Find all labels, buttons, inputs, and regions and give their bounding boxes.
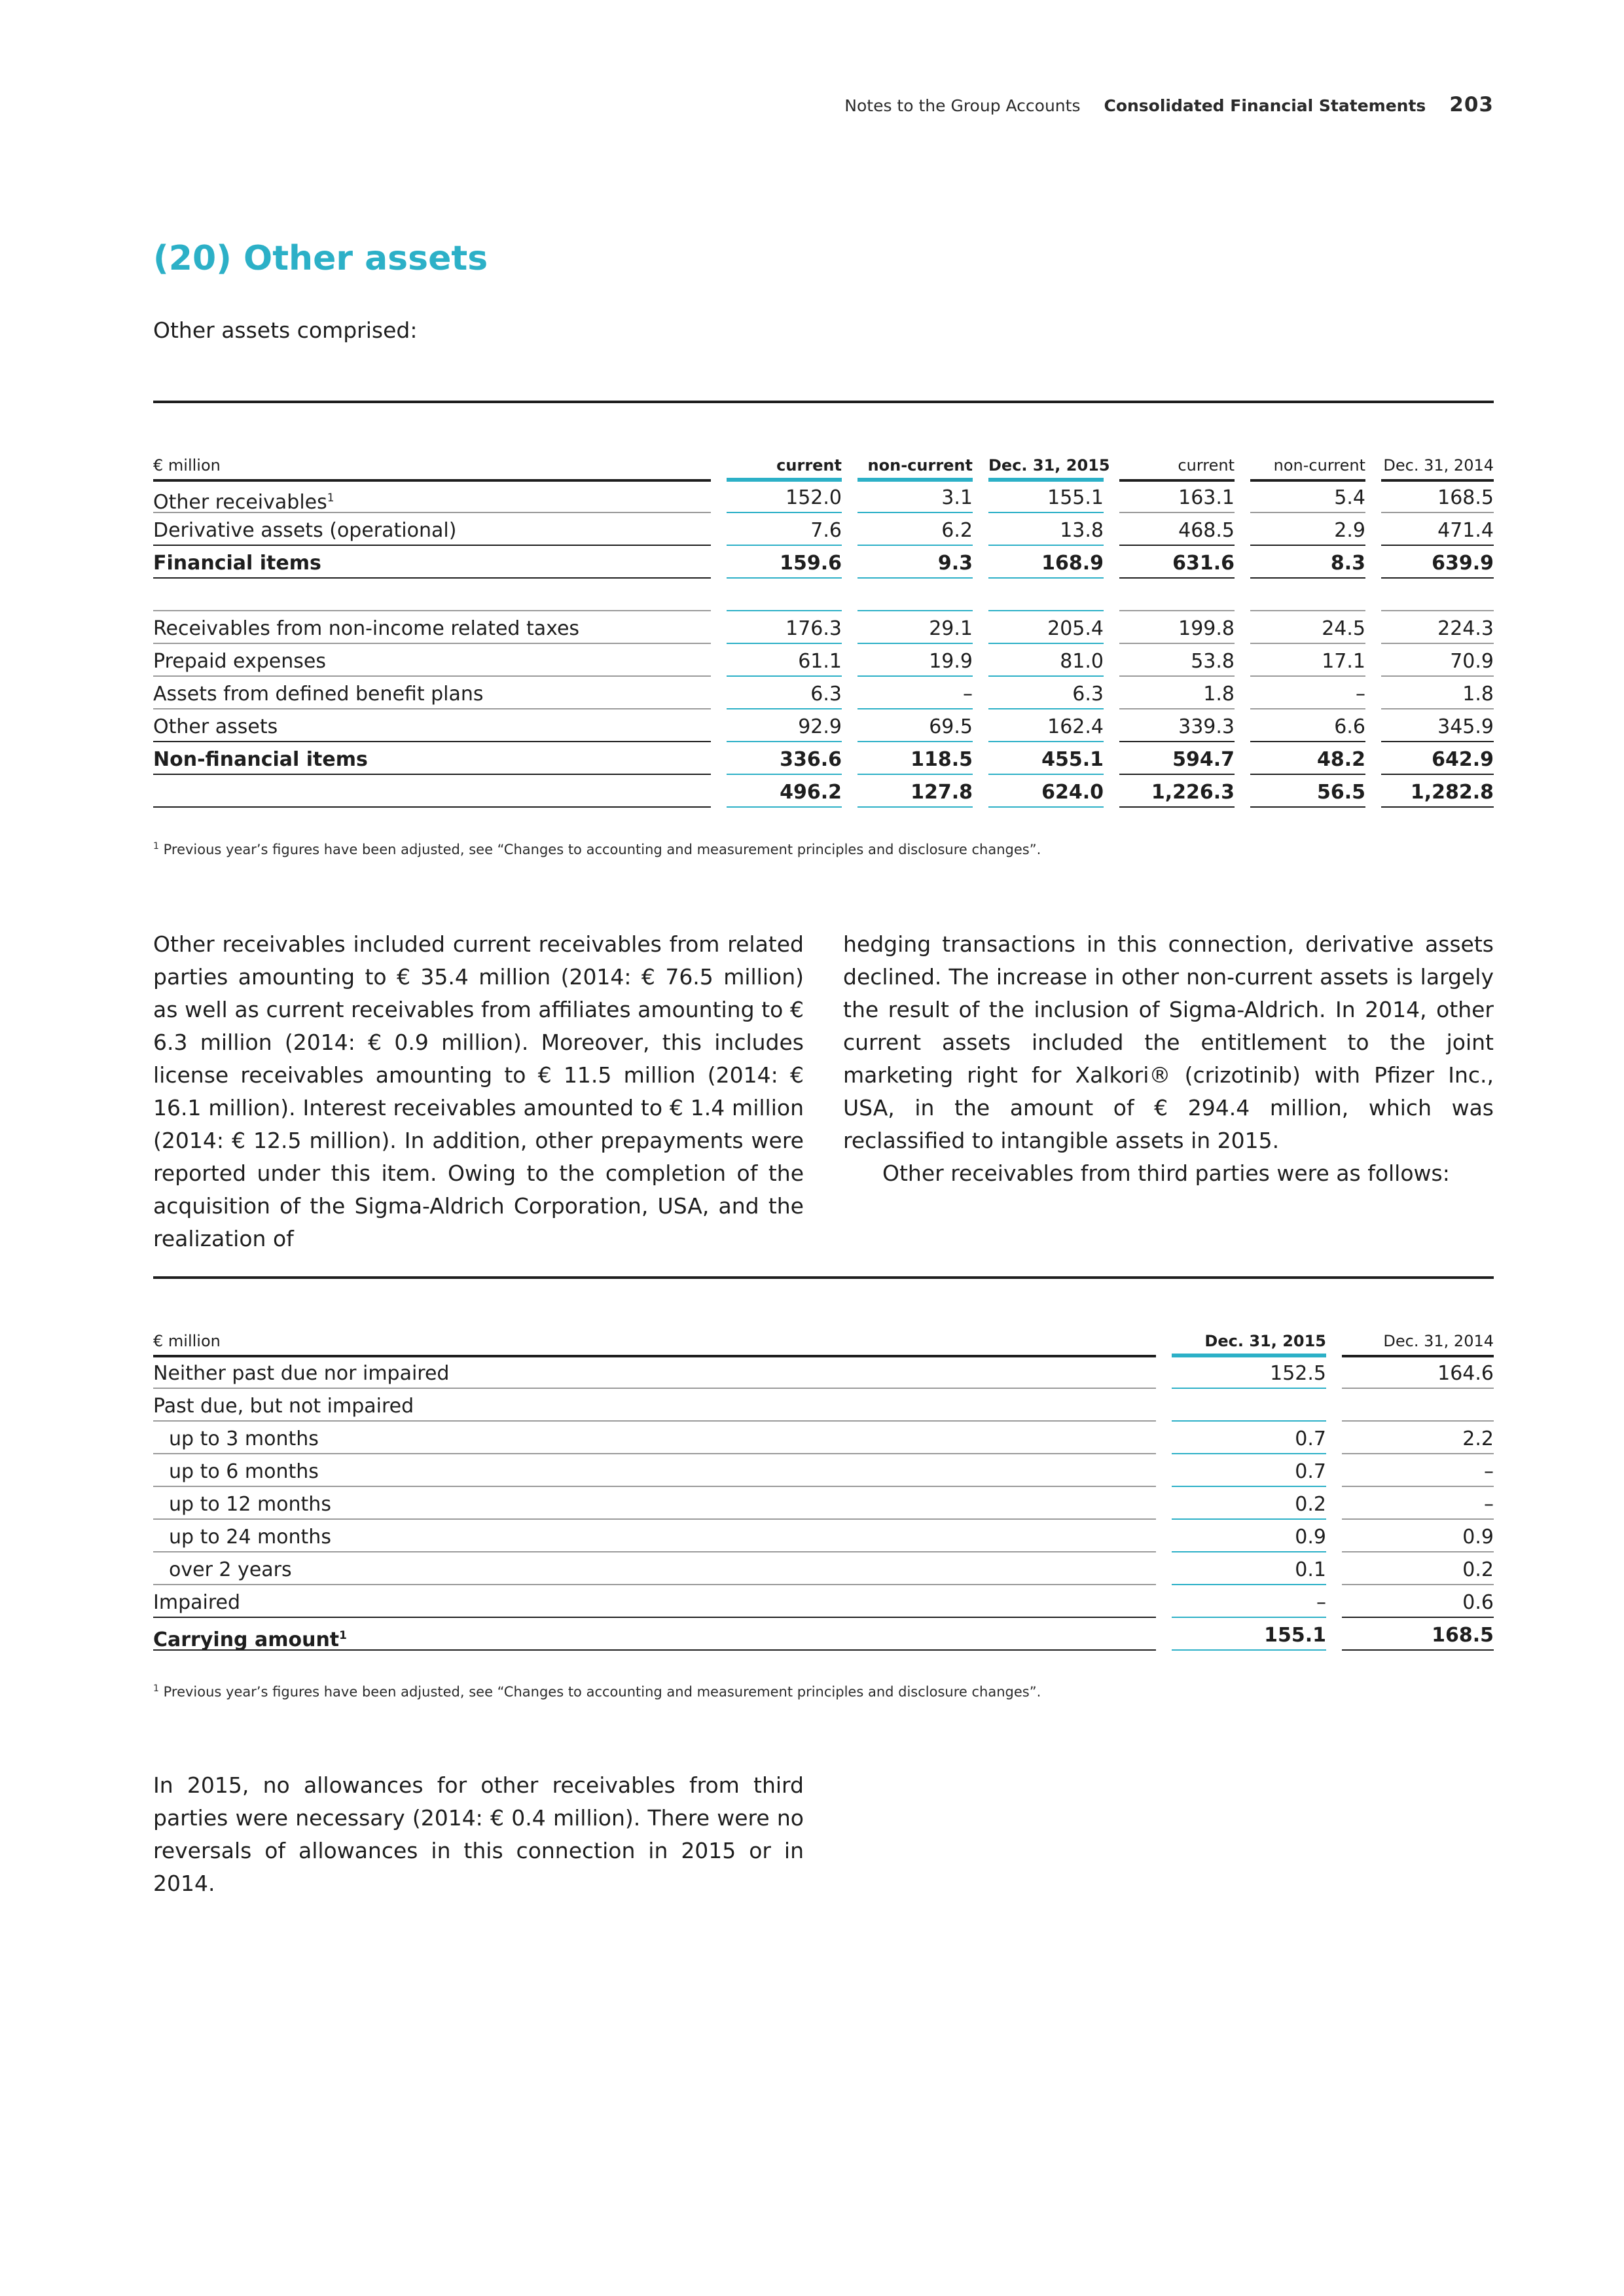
row-label: Past due, but not impaired (153, 1390, 1156, 1422)
table-cell: 224.3 (1381, 613, 1494, 644)
table-row (153, 1488, 1494, 1521)
table-cell: 6.6 (1250, 711, 1365, 742)
col-header: Dec. 31, 2014 (1342, 1325, 1494, 1357)
table-cell: 336.6 (727, 744, 842, 775)
table-cell: 168.5 (1381, 482, 1494, 513)
table-cell: 155.1 (1172, 1619, 1326, 1651)
table-cell: 69.5 (857, 711, 973, 742)
third-party-receivables-table (153, 1276, 1494, 1652)
table-cell: – (1342, 1456, 1494, 1487)
table-cell: 455.1 (988, 744, 1104, 775)
row-label: Derivative assets (operational) (153, 514, 711, 546)
col-header: current (727, 449, 842, 482)
table-row (153, 678, 1494, 711)
table-cell: 0.1 (1172, 1554, 1326, 1585)
table-row (153, 711, 1494, 744)
table-cell: 0.9 (1342, 1521, 1494, 1552)
paragraph: hedging transactions in this connection, derivative assets declined. The increase in other non-current assets is largely the result of the inclusion of Sigma-Aldrich. In 2014, other current assets included the entitlement to the joint marketing right for Xalkori® (crizotinib) with Pfizer Inc., USA, in the amount of € 294.4 million, which was reclassified to intangible assets in 2015. (843, 931, 1494, 1153)
paragraph: In 2015, no allowances for other receivables from third parties were necessary (2014: € 0.4 million). There were no reversals of allowances in this connection in 2015 or in 2014. (153, 1772, 804, 1896)
subtotal-row (153, 547, 1494, 580)
closing-text (153, 1769, 804, 1900)
intro-text: Other assets comprised: (153, 317, 418, 343)
header-section: Notes to the Group Accounts (844, 96, 1081, 115)
table-cell: 6.3 (988, 678, 1104, 709)
table-cell: 168.9 (988, 547, 1104, 579)
section-title: (20) Other assets (153, 239, 488, 278)
table-cell: 0.6 (1342, 1587, 1494, 1618)
table-cell: 92.9 (727, 711, 842, 742)
paragraph: Other receivables included current receivables from related parties amounting to € 35.4 million (2014: € 76.5 million) as well as current receivables from affiliates amounting to € 6.3 million (2014: € 0.9 million). Moreover, this includes license receivables amounting to € 11.5 million (2014: € 16.1 million). Interest receivables amounted to € 1.4 million (2014: € 12.5 million). In addition, other prepayments were reported under this item. Owing to the completion of the acquisition of the Sigma-Aldrich Corporation, USA, and the realization of (153, 931, 804, 1251)
total-row (153, 1619, 1494, 1652)
table-cell: 0.7 (1172, 1423, 1326, 1454)
row-label: Impaired (153, 1587, 1156, 1618)
table-cell: 118.5 (857, 744, 973, 775)
row-label: Assets from defined benefit plans (153, 678, 711, 709)
spacer-cell (1250, 580, 1365, 611)
row-label: Financial items (153, 547, 711, 579)
table-cell: 205.4 (988, 613, 1104, 644)
table-row (153, 645, 1494, 678)
table-cell: – (1172, 1587, 1326, 1618)
table-cell: 1.8 (1119, 678, 1235, 709)
table-cell: 61.1 (727, 645, 842, 677)
page-number: 203 (1449, 93, 1494, 117)
table-cell: 2.2 (1342, 1423, 1494, 1454)
table-cell: 6.2 (857, 514, 973, 546)
table-cell: – (857, 678, 973, 709)
footnote: $^1$ Previous year’s figures have been adjusted, see “Changes to accounting and measurement principles and disclosure changes”. (153, 1683, 1041, 1700)
table-cell: 2.9 (1250, 514, 1365, 546)
table-cell: 1.8 (1381, 678, 1494, 709)
row-label: up to 3 months (153, 1423, 1156, 1454)
table-cell: 594.7 (1119, 744, 1235, 775)
table-cell: 1,226.3 (1119, 776, 1235, 808)
table-row (153, 1456, 1494, 1488)
running-header (844, 93, 1494, 117)
table-cell: 0.9 (1172, 1521, 1326, 1552)
table-cell: 152.5 (1172, 1357, 1326, 1389)
table-cell: 631.6 (1119, 547, 1235, 579)
col-header: Dec. 31, 2014 (1381, 449, 1494, 482)
table-row (153, 1587, 1494, 1619)
table-row (153, 613, 1494, 645)
row-label: up to 12 months (153, 1488, 1156, 1520)
table-cell: 5.4 (1250, 482, 1365, 513)
row-label (153, 776, 711, 808)
table-cell: 496.2 (727, 776, 842, 808)
spacer-cell (1119, 580, 1235, 611)
table-cell: 53.8 (1119, 645, 1235, 677)
table-cell: 48.2 (1250, 744, 1365, 775)
col-header: current (1119, 449, 1235, 482)
total-row (153, 776, 1494, 809)
table-cell: 24.5 (1250, 613, 1365, 644)
table-cell: 29.1 (857, 613, 973, 644)
table-cell: 17.1 (1250, 645, 1365, 677)
paragraph: Other receivables from third parties were as follows: (882, 1160, 1450, 1186)
table-cell: 164.6 (1342, 1357, 1494, 1389)
footnote: $^1$ Previous year’s figures have been adjusted, see “Changes to accounting and measurement principles and disclosure changes”. (153, 841, 1041, 857)
row-label: over 2 years (153, 1554, 1156, 1585)
table-row (153, 1357, 1494, 1390)
table-cell: 168.5 (1342, 1619, 1494, 1651)
spacer-row (153, 580, 1494, 613)
row-label: Carrying amount$^1$ (153, 1619, 1156, 1651)
spacer-cell (1381, 580, 1494, 611)
table-cell: 56.5 (1250, 776, 1365, 808)
table-cell: 0.2 (1342, 1554, 1494, 1585)
table-row (153, 1521, 1494, 1554)
table-cell: 159.6 (727, 547, 842, 579)
unit-label: € million (153, 449, 711, 482)
table-cell: – (1250, 678, 1365, 709)
table-cell: 468.5 (1119, 514, 1235, 546)
spacer-cell (153, 580, 711, 611)
table-cell: 639.9 (1381, 547, 1494, 579)
row-label: Non-financial items (153, 744, 711, 775)
table-cell: 9.3 (857, 547, 973, 579)
table-row (153, 482, 1494, 514)
row-label: Receivables from non-income related taxes (153, 613, 711, 644)
table-cell: 0.2 (1172, 1488, 1326, 1520)
row-label: Other receivables$^1$ (153, 482, 711, 513)
table-cell: 3.1 (857, 482, 973, 513)
row-label: Neither past due nor impaired (153, 1357, 1156, 1389)
table-cell: 1,282.8 (1381, 776, 1494, 808)
table-cell: 127.8 (857, 776, 973, 808)
body-text-left (153, 928, 804, 1255)
row-label: Other assets (153, 711, 711, 742)
table-cell: 624.0 (988, 776, 1104, 808)
table-cell: – (1342, 1488, 1494, 1520)
table-cell: 155.1 (988, 482, 1104, 513)
table-cell: 345.9 (1381, 711, 1494, 742)
table-cell: 642.9 (1381, 744, 1494, 775)
table-cell: 13.8 (988, 514, 1104, 546)
col-header: non-current (1250, 449, 1365, 482)
col-header: Dec. 31, 2015 (1172, 1325, 1326, 1357)
table-cell: 339.3 (1119, 711, 1235, 742)
subtotal-row (153, 744, 1494, 776)
row-label: Prepaid expenses (153, 645, 711, 677)
table-cell: 7.6 (727, 514, 842, 546)
header-chapter: Consolidated Financial Statements (1104, 96, 1426, 115)
table-cell (1342, 1390, 1494, 1422)
table-row (153, 514, 1494, 547)
table-cell: 163.1 (1119, 482, 1235, 513)
row-label: up to 6 months (153, 1456, 1156, 1487)
table-row (153, 1554, 1494, 1587)
row-label: up to 24 months (153, 1521, 1156, 1552)
table-cell: 8.3 (1250, 547, 1365, 579)
table-cell: 176.3 (727, 613, 842, 644)
table-cell: 162.4 (988, 711, 1104, 742)
table-cell: 70.9 (1381, 645, 1494, 677)
table-cell: 19.9 (857, 645, 973, 677)
table-cell: 199.8 (1119, 613, 1235, 644)
table-row (153, 1423, 1494, 1456)
spacer-cell (857, 580, 973, 611)
other-assets-table (153, 401, 1494, 809)
col-header: non-current (857, 449, 973, 482)
table-cell: 0.7 (1172, 1456, 1326, 1487)
table-cell: 81.0 (988, 645, 1104, 677)
table-header-row (153, 1325, 1494, 1357)
table-cell: 471.4 (1381, 514, 1494, 546)
spacer-cell (988, 580, 1104, 611)
body-text-right (843, 928, 1494, 1190)
col-header: Dec. 31, 2015 (988, 449, 1104, 482)
table-cell: 6.3 (727, 678, 842, 709)
unit-label: € million (153, 1325, 1156, 1357)
table-cell (1172, 1390, 1326, 1422)
table-row (153, 1390, 1494, 1423)
table-cell: 152.0 (727, 482, 842, 513)
spacer-cell (727, 580, 842, 611)
table-header-row (153, 449, 1494, 482)
